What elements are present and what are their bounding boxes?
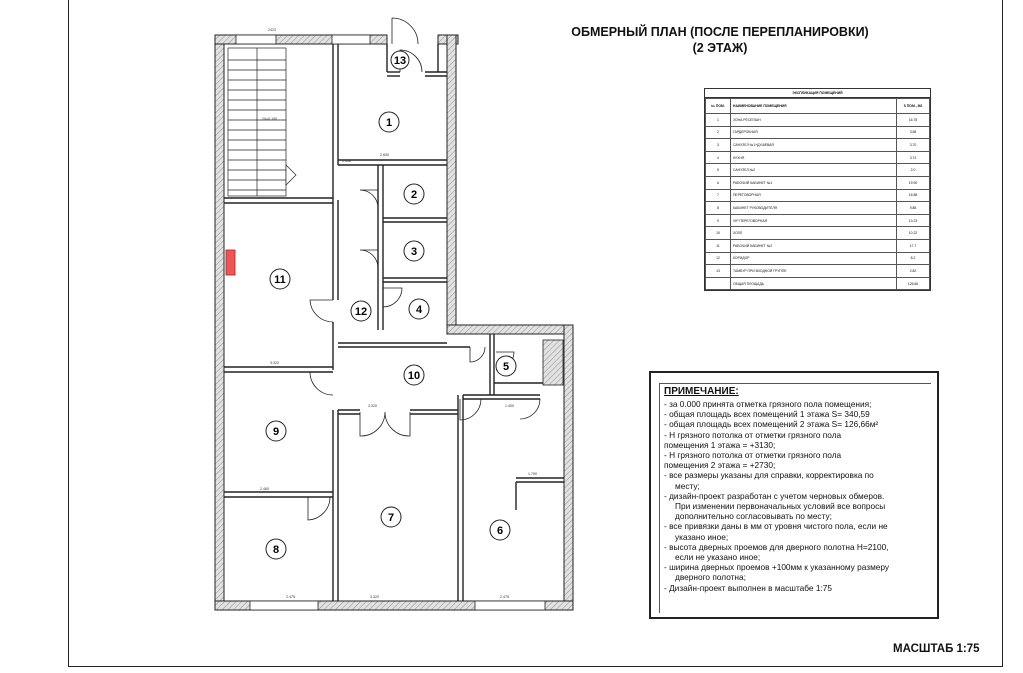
room-marker-9 — [266, 421, 286, 441]
total-value: 126.66 — [897, 277, 930, 290]
svg-text:2.460: 2.460 — [260, 487, 269, 491]
note-line: При изменении первоначальных условий все вопросы — [675, 501, 886, 512]
note-line: дверного полотна; — [675, 572, 746, 583]
svg-text:6: 6 — [496, 525, 504, 537]
scale-label: МАСШТАБ 1:75 — [893, 643, 980, 655]
svg-text:3.320: 3.320 — [370, 595, 379, 599]
svg-text:2: 2 — [410, 189, 418, 201]
svg-text:1.400: 1.400 — [505, 404, 514, 408]
svg-text:2.600: 2.600 — [380, 153, 389, 157]
note-line: - Дизайн-проект выполнен в масштабе 1:75 — [664, 582, 832, 593]
wall-left — [215, 35, 224, 610]
room-marker-1 — [379, 112, 399, 132]
door-6b — [520, 399, 540, 419]
table-row: 1 ЗОНА РЕСЕПШН 16.78 — [706, 114, 930, 127]
table-caption: ЭКСПЛИКАЦИЯ ПОМЕЩЕНИЙ — [705, 89, 930, 98]
room-marker-10 — [404, 365, 424, 385]
door-7 — [360, 412, 410, 436]
notes-heading: ПРИМЕЧАНИЕ: — [664, 386, 739, 397]
room-marker-5 — [496, 356, 516, 376]
room-marker-12 — [351, 301, 371, 321]
room-marker-6 — [490, 520, 510, 540]
svg-text:1.658: 1.658 — [342, 159, 351, 163]
door-entrance — [392, 18, 418, 44]
table-row: 3 САНУЗЕЛ №1+ДУШЕВАЯ 3.70 — [706, 139, 930, 152]
svg-text:5: 5 — [502, 361, 510, 373]
stair-label: 20=0.150 — [262, 117, 278, 121]
svg-text:12: 12 — [354, 306, 368, 318]
room-marker-11 — [270, 269, 290, 289]
note-line: - высота дверных проемов для дверного полотна Н=2100, — [664, 541, 889, 552]
note-line: помещения 2 этажа = +2730; — [664, 460, 776, 471]
table-header-row — [706, 99, 930, 114]
header-number: № ПОМ. — [706, 99, 731, 114]
svg-text:9: 9 — [272, 426, 280, 438]
room-marker-3 — [404, 241, 424, 261]
plan-title-line2: (2 ЭТАЖ) — [692, 41, 748, 55]
note-line: - за 0.000 принята отметка грязного пола помещения; — [664, 399, 872, 409]
door-8 — [308, 497, 330, 520]
explication-table — [704, 88, 931, 291]
plan-title-line1: ОБМЕРНЫЙ ПЛАН (ПОСЛЕ ПЕРЕПЛАНИРОВКИ) — [571, 25, 869, 39]
header-name: НАИМЕНОВАНИЕ ПОМЕЩЕНИЯ — [731, 99, 897, 114]
door-2 — [360, 190, 378, 208]
door-10 — [470, 347, 485, 362]
notes-inner — [659, 383, 931, 613]
note-line: - все привязки даны в мм от уровня чистого пола, если не — [664, 521, 888, 532]
svg-text:2.475: 2.475 — [286, 595, 295, 599]
room-marker-13 — [391, 51, 409, 69]
notes-box — [649, 371, 939, 619]
note-line: указано иное; — [675, 531, 729, 542]
table-row: 4 КУХНЯ 3.74 — [706, 151, 930, 164]
door-3 — [360, 250, 378, 268]
note-line: - все размеры указаны для справки, корректировка по — [664, 470, 874, 481]
notes-lines — [664, 399, 931, 593]
note-line: помещения 1 этажа = +3130; — [664, 439, 776, 450]
table-total-row — [706, 277, 930, 290]
table-row: 13 ТАМБУР ПРИ ВХОДНОЙ ГРУППЕ 2.82 — [706, 265, 930, 278]
doors — [308, 18, 540, 520]
table-row: 9 VIP ПЕРЕГОВОРНАЯ 13.23 — [706, 214, 930, 227]
table-row: 8 КАБИНЕТ РУКОВОДИТЕЛЯ 9.88 — [706, 202, 930, 215]
note-line: если не указано иное; — [675, 552, 761, 563]
svg-text:2423: 2423 — [268, 28, 276, 32]
note-line: - ширина дверных проемов +100мм к указанному размеру — [664, 562, 890, 573]
svg-text:13: 13 — [393, 55, 407, 67]
note-line: - общая площадь всех помещений 2 этажа S= 126,66м² — [664, 419, 879, 430]
wall-right-upper — [447, 35, 456, 330]
svg-text:1.790: 1.790 — [528, 472, 537, 476]
total-label: ОБЩАЯ ПЛОЩАДЬ — [731, 277, 897, 290]
table-grid — [705, 98, 930, 290]
svg-text:3.320: 3.320 — [368, 404, 377, 408]
note-line: месту; — [675, 480, 700, 491]
svg-text:7: 7 — [387, 512, 395, 524]
note-line: - общая площадь всех помещений 1 этажа S= 340,59 — [664, 409, 870, 420]
door-4 — [383, 288, 402, 307]
svg-text:4: 4 — [415, 304, 423, 316]
table-row: 2 ГАРДЕРОБНАЯ 3.58 — [706, 126, 930, 139]
door-11 — [310, 300, 333, 322]
room-marker-2 — [404, 184, 424, 204]
table-row: 11 РАБОЧИЙ КАБИНЕТ №2 17.7 — [706, 239, 930, 252]
wall-right-lower — [564, 325, 573, 610]
note-line: - дизайн-проект разработан с учетом черновых обмеров. — [664, 490, 885, 501]
svg-text:10: 10 — [407, 370, 421, 382]
room-marker-7 — [381, 507, 401, 527]
table-row: 7 ПЕРЕГОВОРНАЯ 16.88 — [706, 189, 930, 202]
table-row: 10 ХОЛЛ 10.22 — [706, 227, 930, 240]
room-marker-8 — [266, 539, 286, 559]
table-row: 6 РАБОЧИЙ КАБИНЕТ №1 19.90 — [706, 176, 930, 189]
note-line: - Н грязного потолка от отметки грязного пола — [664, 450, 842, 461]
svg-text:3: 3 — [410, 246, 418, 258]
room-marker-4 — [409, 299, 429, 319]
svg-text:3.320: 3.320 — [270, 361, 279, 365]
wall-step — [447, 325, 573, 334]
note-line: дополнительно согласовывать по месту; — [675, 511, 832, 522]
staircase — [228, 48, 296, 196]
door-9 — [310, 372, 333, 395]
table-row: 5 САНУЗЕЛ №2 2.0 — [706, 164, 930, 177]
table-row: 12 КОРИДОР 8.2 — [706, 252, 930, 265]
note-line: - Н грязного потолка от отметки грязного пола — [664, 429, 842, 440]
svg-text:2.475: 2.475 — [500, 595, 509, 599]
svg-text:8: 8 — [272, 544, 280, 556]
svg-text:11: 11 — [274, 274, 286, 286]
header-area: S ПОМ., М2 — [897, 99, 930, 114]
svg-text:1: 1 — [385, 117, 393, 129]
